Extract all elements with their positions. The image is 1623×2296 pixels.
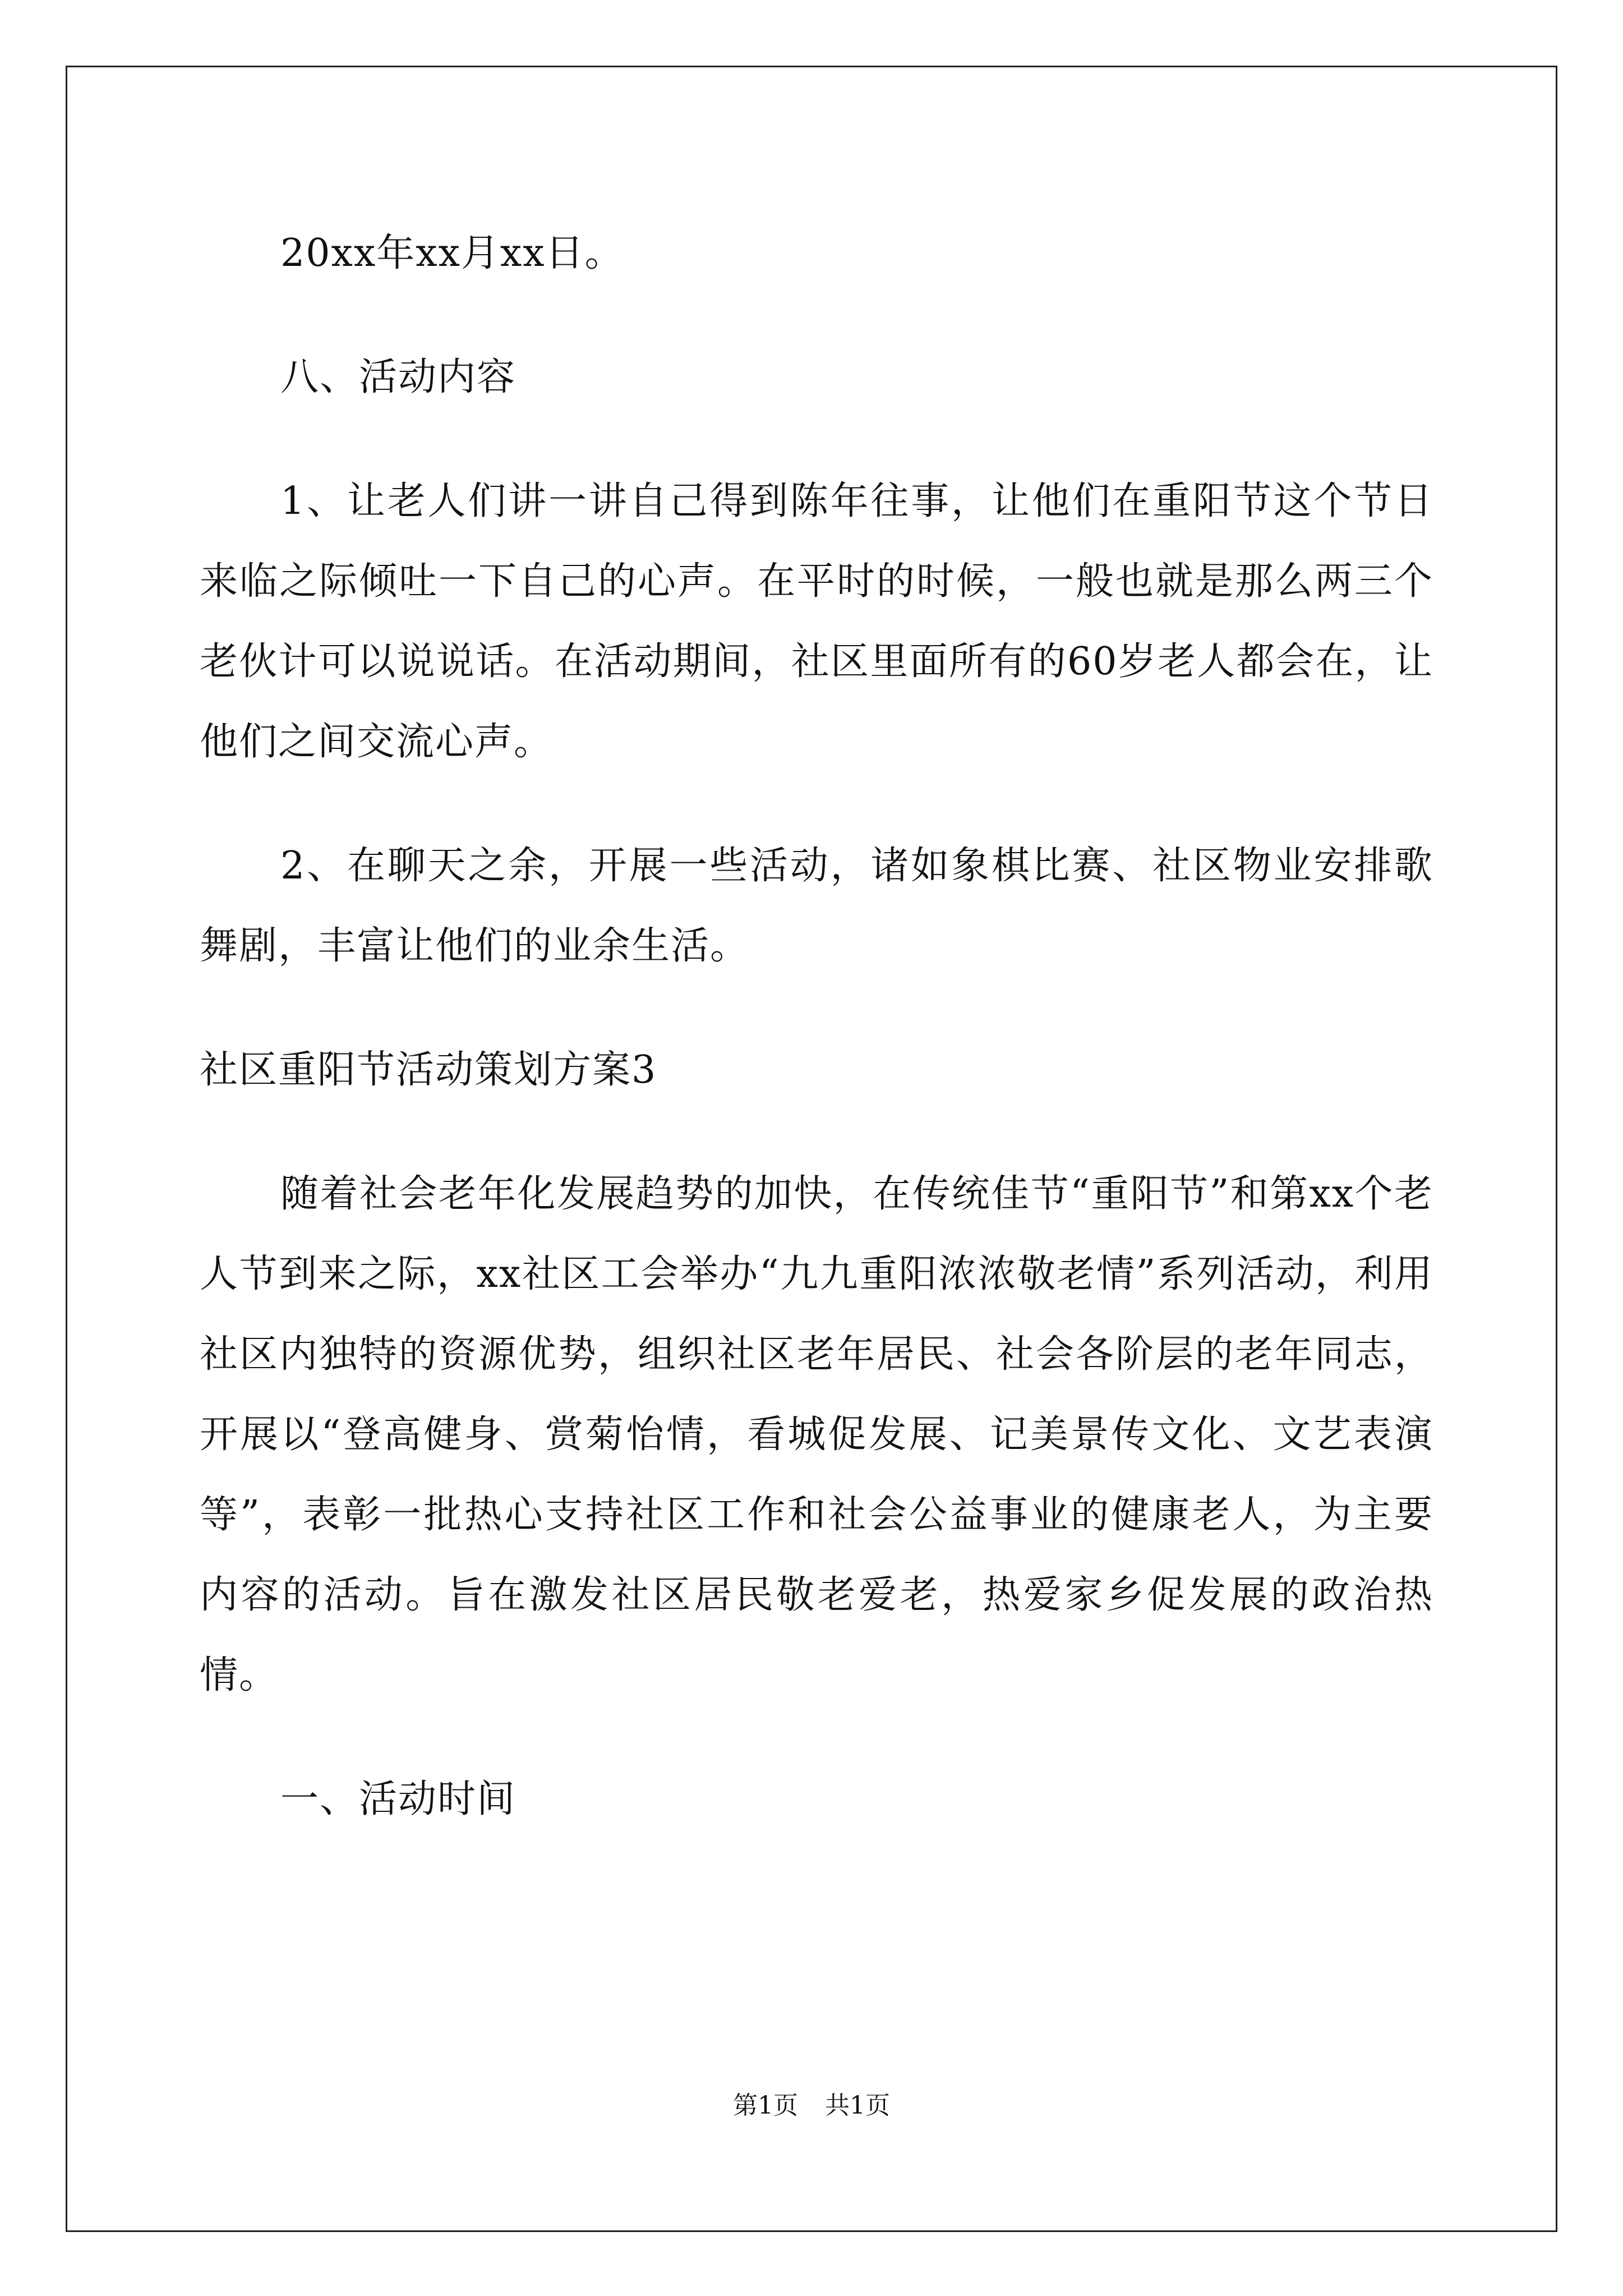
page-total: 共1页 <box>825 2091 890 2120</box>
section-heading-activity-content: 八、活动内容 <box>280 355 517 399</box>
section-heading-activity-time: 一、活动时间 <box>280 1777 517 1821</box>
page-footer <box>0 2089 1623 2123</box>
content-item-2: 2、在聊天之余，开展一些活动，诸如象棋比赛、社区物业安排歌舞剧，丰富让他们的业余生活。 <box>200 844 1433 968</box>
page-number: 第1页 <box>733 2091 798 2120</box>
content-item-1: 1、让老人们讲一讲自己得到陈年往事，让他们在重阳节这个节日来临之际倾吐一下自己的心声。在平时的时候，一般也就是那么两三个老伙计可以说说话。在活动期间，社区里面所有的60岁老人都会在，让他们之间交流心声。 <box>200 479 1433 764</box>
intro-paragraph: 随着社会老年化发展趋势的加快，在传统佳节“重阳节”和第xx个老人节到来之际，xx社区工会举办“九九重阳浓浓敬老情”系列活动，利用社区内独特的资源优势，组织社区老年居民、社会各阶层的老年同志，开展以“登高健身、赏菊怡情，看城促发展、记美景传文化、文艺表演等”，表彰一批热心支持社区工作和社会公益事业的健康老人，为主要内容的活动。旨在激发社区居民敬老爱老，热爱家乡促发展的政治热情。 <box>200 1172 1433 1697</box>
plan-title: 社区重阳节活动策划方案3 <box>200 1048 657 1092</box>
document-body <box>200 213 1433 1839</box>
date-paragraph: 20xx年xx月xx日。 <box>280 231 624 275</box>
